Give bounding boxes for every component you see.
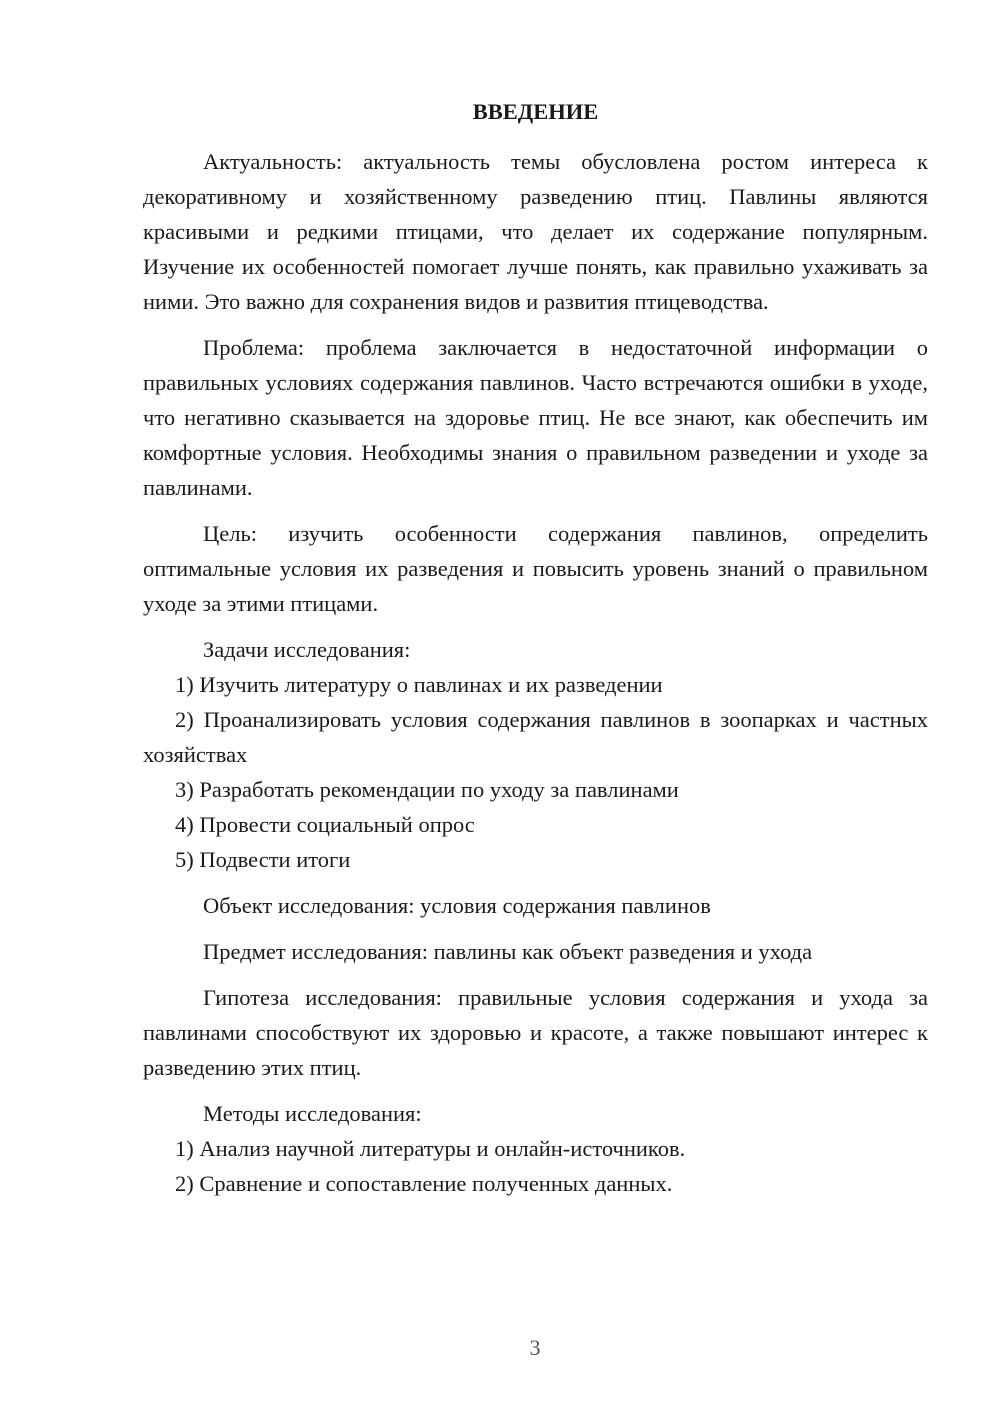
method-item-2: 2) Сравнение и сопоставление полученных данных. (175, 1171, 673, 1196)
task-item-5: 5) Подвести итоги (175, 847, 351, 872)
subject-paragraph: Предмет исследования: павлины как объект разведения и ухода (203, 939, 813, 964)
tasks-heading: Задачи исследования: (203, 637, 411, 662)
task-item-3: 3) Разработать рекомендации по уходу за павлинами (175, 777, 679, 802)
methods-heading: Методы исследования: (203, 1101, 422, 1126)
relevance-paragraph: Актуальность: актуальность темы обусловлена ростом интереса к декоративному и хозяйственному разведению птиц. Павлины являются красивыми и редкими птицами, что делает их содержание популярным. Изучение их особенностей помогает лучше понять, как правильно ухаживать за ними. Это важно для сохранения видов и развития птицеводства. (143, 149, 928, 314)
page-number: 3 (529, 1335, 541, 1360)
hypothesis-paragraph: Гипотеза исследования: правильные условия содержания и ухода за павлинами способствуют их здоровью и красоте, а также повышают интерес к разведению этих птиц. (143, 985, 928, 1080)
method-item-1: 1) Анализ научной литературы и онлайн-источников. (175, 1136, 686, 1161)
goal-paragraph: Цель: изучить особенности содержания павлинов, определить оптимальные условия их разведения и повысить уровень знаний о правильном уходе за этими птицами. (143, 521, 928, 616)
task-item-1: 1) Изучить литературу о павлинах и их разведении (175, 672, 663, 697)
object-paragraph: Объект исследования: условия содержания павлинов (203, 893, 711, 918)
task-item-2: 2) Проанализировать условия содержания павлинов в зоопарках и частных хозяйствах (143, 707, 928, 767)
section-heading: ВВЕДЕНИЕ (472, 99, 599, 124)
problem-paragraph: Проблема: проблема заключается в недостаточной информации о правильных условиях содержания павлинов. Часто встречаются ошибки в уходе, что негативно сказывается на здоровье птиц. Не все знают, как обеспечить им комфортные условия. Необходимы знания о правильном разведении и уходе за павлинами. (143, 335, 928, 500)
task-item-4: 4) Провести социальный опрос (175, 812, 475, 837)
page-content (143, 94, 928, 1201)
